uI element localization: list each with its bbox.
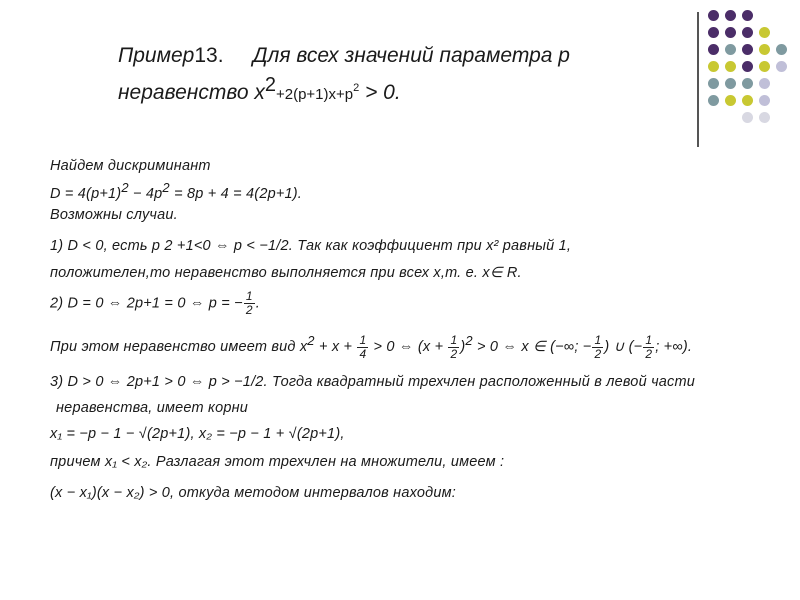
line-discriminant-label: Найдем дискриминант — [50, 158, 211, 174]
dot — [708, 95, 719, 106]
inequality-rest: +2(p+1)x+p — [275, 86, 354, 103]
fraction-num: 1 — [450, 332, 458, 347]
fraction-half — [244, 290, 255, 317]
dot — [776, 44, 787, 55]
form-text: ; +∞). — [655, 338, 693, 355]
line-case-2 — [50, 290, 260, 317]
dot — [742, 95, 753, 106]
formula-part: − 4p — [128, 185, 163, 202]
fraction-num: 1 — [594, 332, 602, 347]
dot — [759, 78, 770, 89]
case2-text: 2) D = 0 ⇔ 2p+1 = 0 ⇔ p = − — [50, 295, 243, 312]
fraction-den: 2 — [450, 346, 458, 361]
formula-exp: 2 — [162, 180, 170, 195]
form-text: ) ∪ (− — [604, 338, 643, 355]
dot — [708, 78, 719, 89]
dot — [742, 27, 753, 38]
dot — [725, 78, 736, 89]
line-case-3: 3) D > 0 ⇔ 2p+1 > 0 ⇔ p > −1/2. Тогда квадратный трехчлен расположенный в левой части — [50, 374, 696, 390]
title-text: Для всех значений параметра р — [252, 44, 570, 67]
fraction-num: 1 — [245, 289, 253, 303]
case2-end: . — [255, 295, 260, 312]
inequality-exp: 2 — [264, 74, 276, 96]
form-text: > 0 ⇔ x ∈ (−∞; − — [472, 338, 592, 355]
dot — [742, 112, 753, 123]
formula-exp: 2 — [121, 180, 129, 195]
line-case-1-conclusion: положителен,то неравенство выполняется при всех х,т. е. х∈ R. — [50, 265, 522, 281]
inequality-x: х — [254, 81, 265, 104]
dot — [776, 61, 787, 72]
fraction-den: 2 — [645, 346, 653, 361]
dot — [708, 61, 719, 72]
dot — [759, 95, 770, 106]
fraction-quarter — [357, 334, 368, 361]
line-case-2-form — [50, 333, 692, 361]
line-interval-method: (x − x₁)(x − x₂) > 0, откуда методом интервалов находим: — [50, 485, 457, 501]
fraction-num: 1 — [645, 332, 653, 347]
form-text: ) — [460, 338, 466, 355]
vertical-divider — [697, 12, 699, 147]
fraction-half — [643, 334, 654, 361]
line-discriminant-formula — [50, 180, 302, 202]
inequality-end: > 0. — [359, 81, 401, 104]
inequality-exp2: 2 — [353, 82, 360, 94]
fraction-den: 2 — [245, 303, 253, 317]
dot — [708, 10, 719, 21]
fraction-num: 1 — [359, 332, 367, 347]
dot — [742, 10, 753, 21]
fraction-den: 2 — [594, 346, 602, 361]
form-text: > 0 ⇔ — [369, 338, 418, 355]
formula-part: = 8p + 4 = 4(2p+1). — [169, 185, 303, 202]
dot — [725, 95, 736, 106]
dot — [725, 10, 736, 21]
dot — [759, 61, 770, 72]
dot — [759, 44, 770, 55]
dot — [725, 61, 736, 72]
example-label: Пример — [118, 44, 195, 67]
fraction-den: 4 — [359, 346, 367, 361]
dot — [742, 61, 753, 72]
example-inequality — [118, 74, 401, 105]
form-text: (x + — [417, 338, 448, 355]
inequality-word: неравенство — [118, 81, 249, 104]
dot — [725, 27, 736, 38]
form-text: При этом неравенство имеет вид x — [50, 338, 308, 355]
form-exp: 2 — [465, 333, 473, 348]
dot — [742, 78, 753, 89]
fraction-half — [592, 334, 603, 361]
example-number: 13. — [194, 44, 224, 67]
dot — [725, 44, 736, 55]
dot — [759, 27, 770, 38]
line-cases: Возможны случаи. — [50, 207, 178, 223]
line-case-1: 1) D < 0, есть p 2 +1<0 ⇔ p < −1/2. Так как коэффициент при x² равный 1, — [50, 238, 572, 254]
fraction-half — [448, 334, 459, 361]
line-factoring: причем x₁ < x₂. Разлагая этот трехчлен на множители, имеем : — [50, 454, 505, 470]
dot — [759, 112, 770, 123]
dot — [708, 44, 719, 55]
line-roots-formula: x₁ = −p − 1 − √(2p+1), x₂ = −p − 1 + √(2p+1), — [50, 426, 345, 442]
dot — [742, 44, 753, 55]
line-case-3-roots-label: неравенства, имеет корни — [56, 400, 249, 416]
decorative-dot-grid — [708, 10, 788, 130]
dot — [708, 27, 719, 38]
form-exp: 2 — [307, 333, 315, 348]
formula-part: D = 4(p+1) — [50, 185, 122, 202]
form-text: + x + — [314, 338, 357, 355]
example-title — [118, 44, 570, 68]
